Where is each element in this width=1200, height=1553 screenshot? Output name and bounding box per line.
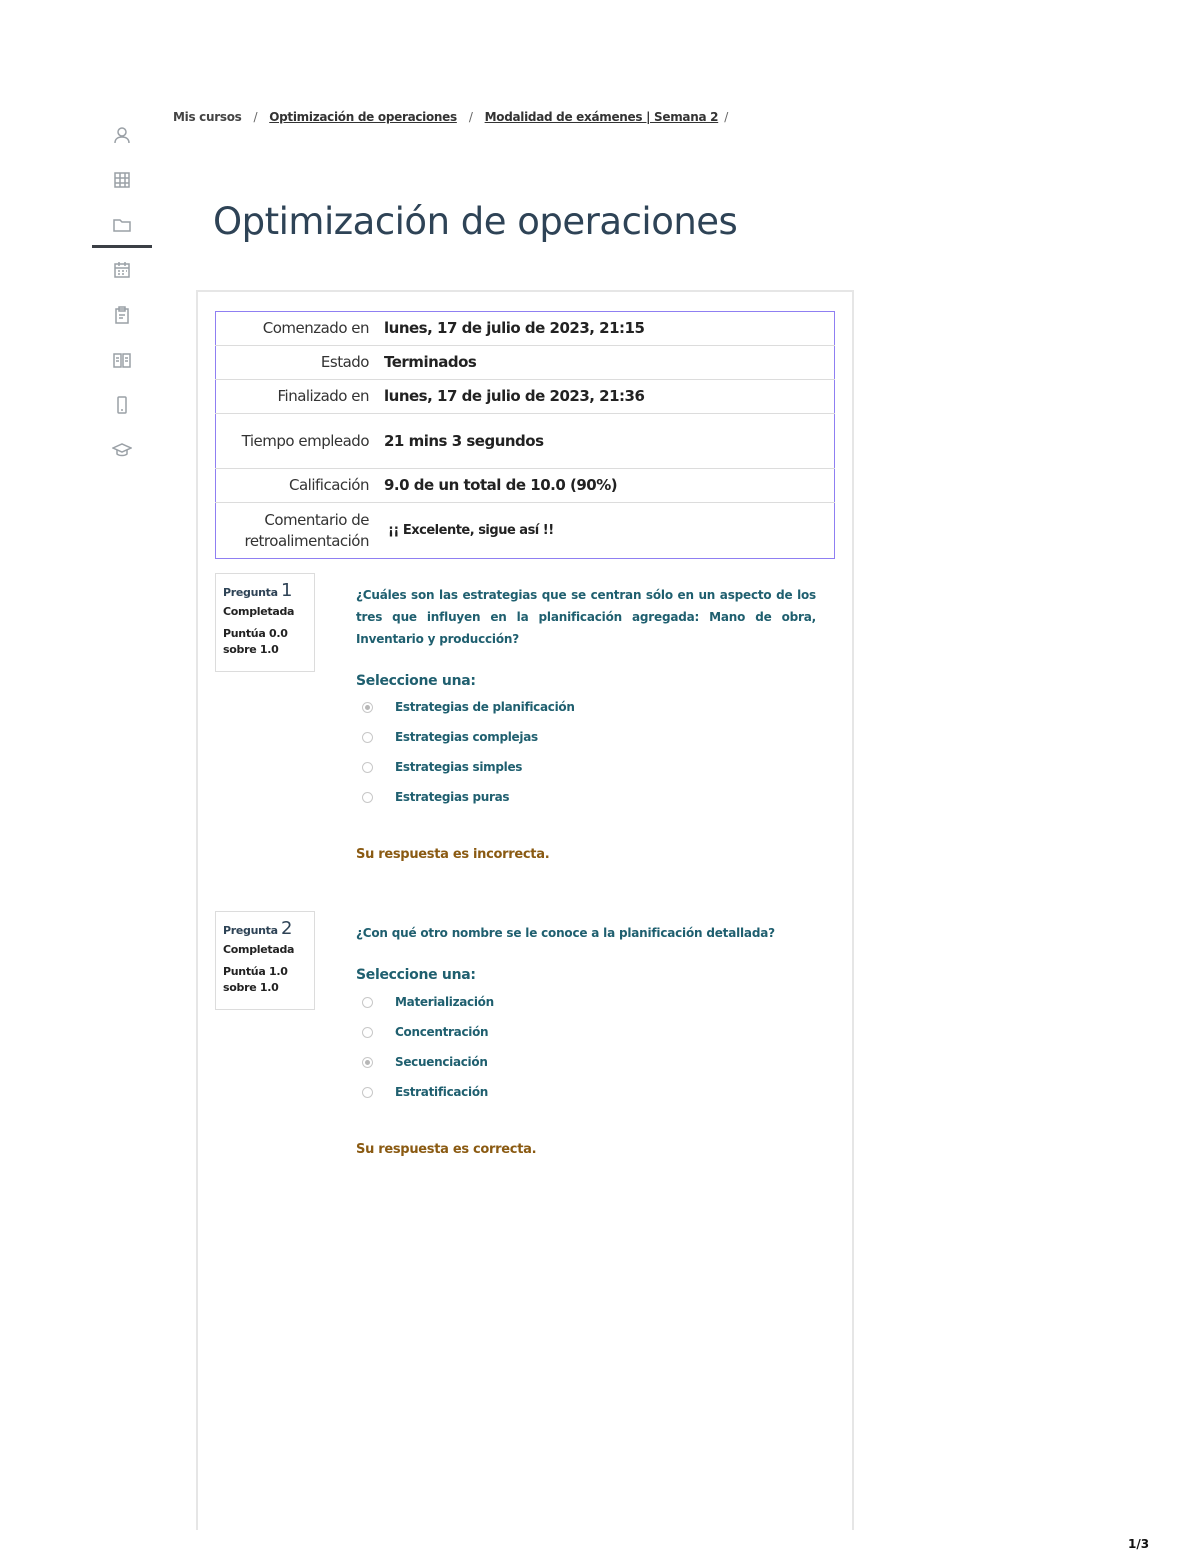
radio-button[interactable]	[362, 792, 373, 803]
answer-label: Secuenciación	[395, 1055, 488, 1069]
radio-button[interactable]	[362, 1057, 373, 1068]
radio-button[interactable]	[362, 1087, 373, 1098]
table-row	[216, 469, 835, 503]
grid-icon[interactable]	[92, 157, 152, 202]
answer-option[interactable]	[362, 1055, 488, 1069]
question-text-2: ¿Con qué otro nombre se le conoce a la planificación detallada?	[356, 926, 775, 940]
answer-label: Concentración	[395, 1025, 489, 1039]
user-icon[interactable]	[92, 112, 152, 157]
summary-value: ¡¡ Excelente, sigue así !!	[388, 523, 554, 538]
answer-feedback: Su respuesta es incorrecta.	[356, 847, 550, 862]
book-icon[interactable]	[92, 337, 152, 382]
summary-value: lunes, 17 de julio de 2023, 21:36	[384, 387, 645, 405]
answer-option[interactable]	[362, 760, 522, 774]
question-number: 1	[280, 580, 293, 601]
summary-label: Comentario de retroalimentación	[244, 510, 369, 550]
answer-option[interactable]	[362, 995, 494, 1009]
summary-value: 9.0 de un total de 10.0 (90%)	[384, 476, 618, 494]
summary-label: Tiempo empleado	[241, 431, 369, 450]
mobile-icon[interactable]	[92, 382, 152, 427]
left-nav-rail	[92, 112, 152, 472]
table-row	[216, 414, 835, 469]
breadcrumb-course-link[interactable]: Optimización de operaciones	[269, 110, 457, 124]
answer-option[interactable]	[362, 730, 538, 744]
question-state: Completada	[223, 605, 295, 618]
answer-label: Materialización	[395, 995, 494, 1009]
summary-value: lunes, 17 de julio de 2023, 21:15	[384, 319, 645, 337]
table-row	[216, 380, 835, 414]
radio-button[interactable]	[362, 762, 373, 773]
summary-label: Comenzado en	[262, 319, 369, 337]
page-number: 1/3	[1128, 1537, 1150, 1551]
question-info-2	[215, 911, 315, 1010]
question-state: Completada	[223, 943, 295, 956]
calendar-icon[interactable]	[92, 247, 152, 292]
select-one-prompt: Seleccione una:	[356, 673, 476, 689]
question-info-1	[215, 573, 315, 672]
answer-label: Estrategias de planificación	[395, 700, 575, 714]
answer-label: Estrategias simples	[395, 760, 523, 774]
answer-feedback: Su respuesta es correcta.	[356, 1142, 537, 1157]
answer-option[interactable]	[362, 700, 575, 714]
question-label: Pregunta	[223, 924, 278, 937]
summary-label: Finalizado en	[277, 387, 369, 405]
graduation-cap-icon[interactable]	[92, 427, 152, 472]
clipboard-icon[interactable]	[92, 292, 152, 337]
folder-icon[interactable]	[92, 202, 152, 247]
radio-button[interactable]	[362, 732, 373, 743]
question-grade: Puntúa 0.0 sobre 1.0	[223, 627, 288, 656]
answer-label: Estrategias complejas	[395, 730, 538, 744]
table-row	[216, 346, 835, 380]
breadcrumb-separator: /	[724, 110, 728, 124]
radio-button[interactable]	[362, 997, 373, 1008]
breadcrumb-separator: /	[468, 110, 473, 124]
answer-option[interactable]	[362, 1085, 488, 1099]
breadcrumb-my-courses[interactable]: Mis cursos	[173, 110, 242, 124]
question-number: 2	[280, 918, 293, 939]
table-row	[216, 312, 835, 346]
summary-value: 21 mins 3 segundos	[384, 431, 544, 450]
breadcrumb-exam-link[interactable]: Modalidad de exámenes | Semana 2	[484, 110, 719, 124]
answer-label: Estrategias puras	[395, 790, 510, 804]
summary-value: Terminados	[384, 353, 477, 371]
question-grade: Puntúa 1.0 sobre 1.0	[223, 965, 288, 994]
answer-label: Estratificación	[395, 1085, 489, 1099]
select-one-prompt: Seleccione una:	[356, 967, 476, 983]
answer-option[interactable]	[362, 1025, 488, 1039]
table-row	[216, 503, 835, 559]
summary-label: Estado	[320, 353, 369, 371]
page-title: Optimización de operaciones	[213, 200, 738, 243]
answer-option[interactable]	[362, 790, 509, 804]
question-label: Pregunta	[223, 586, 278, 599]
attempt-summary-table	[215, 311, 835, 559]
breadcrumb	[173, 110, 740, 124]
breadcrumb-separator: /	[253, 110, 258, 124]
radio-button[interactable]	[362, 702, 373, 713]
radio-button[interactable]	[362, 1027, 373, 1038]
question-text-1: ¿Cuáles son las estrategias que se centran sólo en un aspecto de los tres que influyen en la planificación agregada: Mano de obra, Inventario y producción?	[356, 588, 816, 646]
summary-label: Calificación	[289, 476, 369, 494]
